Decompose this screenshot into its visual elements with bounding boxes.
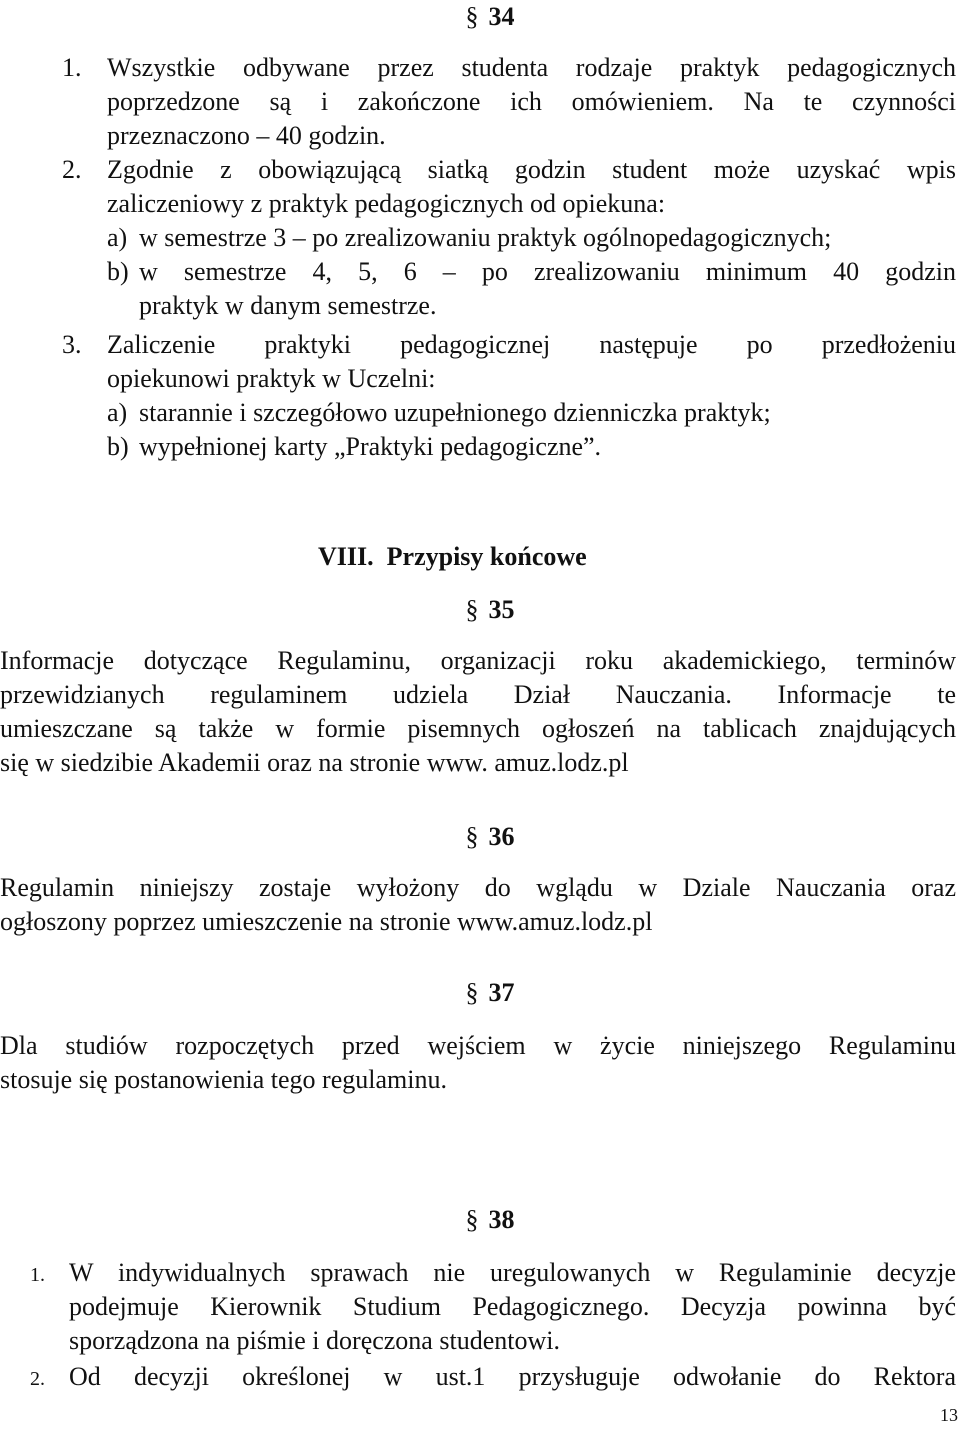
text-line: Informacje dotyczące Regulaminu, organizacji roku akademickiego, terminów <box>0 646 956 675</box>
s34-item-2 <box>62 153 956 323</box>
section-34-heading <box>0 0 960 34</box>
section-38-heading <box>0 1203 960 1237</box>
section-symbol: § <box>465 978 479 1007</box>
sub-label: a) <box>107 398 128 427</box>
sub-label: b) <box>107 432 129 461</box>
text-line: zaliczeniowy z praktyk pedagogicznych od opiekuna: <box>107 189 666 218</box>
s34-item-1 <box>62 51 956 153</box>
text-line: przewidzianych regulaminem udziela Dział Nauczania. Informacje te <box>0 680 956 709</box>
sub-item-a <box>107 221 956 255</box>
sub-text: starannie i szczegółowo uzupełnionego dzienniczka praktyk; <box>139 398 771 427</box>
text-line: ogłoszony poprzez umieszczenie na stronie www.amuz.lodz.pl <box>0 907 653 936</box>
section-number: 35 <box>488 595 515 624</box>
text-line: Regulamin niniejszy zostaje wyłożony do wglądu w Dziale Nauczania oraz <box>0 873 956 902</box>
text-line: Zaliczenie praktyki pedagogicznej następuje po przedłożeniu <box>107 330 956 359</box>
section-symbol: § <box>465 822 479 851</box>
item-number: 2. <box>30 1368 45 1390</box>
section-35-heading <box>0 593 960 627</box>
section-number: 34 <box>488 2 515 31</box>
chapter-heading <box>318 540 587 574</box>
s37-paragraph <box>0 1029 956 1097</box>
item-number: 1. <box>62 53 82 82</box>
chapter-title: Przypisy końcowe <box>386 542 587 571</box>
text-line: poprzedzone są i zakończone ich omówieniem. Na te czynności <box>107 87 956 116</box>
sub-text: w semestrze 3 – po zrealizowaniu praktyk ogólnopedagogicznych; <box>139 223 832 252</box>
sub-text: w semestrze 4, 5, 6 – po zrealizowaniu minimum 40 godzin <box>139 257 956 286</box>
section-37-heading <box>0 976 960 1010</box>
s35-paragraph <box>0 644 956 780</box>
section-number: 37 <box>488 978 515 1007</box>
sub-label: b) <box>107 257 129 286</box>
sub-text: wypełnionej karty „Praktyki pedagogiczne”. <box>139 432 602 461</box>
section-number: 36 <box>488 822 515 851</box>
text-line: sporządzona na piśmie i doręczona studentowi. <box>69 1326 560 1355</box>
sub-text: praktyk w danym semestrze. <box>139 291 437 320</box>
item-number: 3. <box>62 330 82 359</box>
section-symbol: § <box>465 2 479 31</box>
text-line: Dla studiów rozpoczętych przed wejściem w życie niniejszego Regulaminu <box>0 1031 956 1060</box>
section-symbol: § <box>465 1205 479 1234</box>
s36-paragraph <box>0 871 956 939</box>
sub-item-b <box>107 255 956 323</box>
item-number: 2. <box>62 155 82 184</box>
text-line: Zgodnie z obowiązującą siatką godzin student może uzyskać wpis <box>107 155 956 184</box>
text-line: W indywidualnych sprawach nie uregulowanych w Regulaminie decyzje <box>69 1258 956 1287</box>
section-symbol: § <box>465 595 479 624</box>
item-number: 1. <box>30 1264 45 1286</box>
sub-label: a) <box>107 223 128 252</box>
section-number: 38 <box>488 1205 515 1234</box>
s38-item-2 <box>30 1360 956 1394</box>
text-line: Od decyzji określonej w ust.1 przysługuje odwołanie do Rektora <box>69 1362 956 1391</box>
text-line: przeznaczono – 40 godzin. <box>107 121 386 150</box>
text-line: Wszystkie odbywane przez studenta rodzaje praktyk pedagogicznych <box>107 53 956 82</box>
section-36-heading <box>0 820 960 854</box>
text-line: podejmuje Kierownik Studium Pedagogicznego. Decyzja powinna być <box>69 1292 956 1321</box>
text-line: się w siedzibie Akademii oraz na stronie www. amuz.lodz.pl <box>0 748 629 777</box>
text-line: umieszczane są także w formie pisemnych ogłoszeń na tablicach znajdujących <box>0 714 956 743</box>
sub-item-a <box>107 396 956 430</box>
text-line: stosuje się postanowienia tego regulaminu. <box>0 1065 447 1094</box>
text-line: opiekunowi praktyk w Uczelni: <box>107 364 436 393</box>
s34-item-3 <box>62 328 956 464</box>
page-number: 13 <box>940 1405 958 1425</box>
sub-item-b <box>107 430 956 464</box>
s38-item-1 <box>30 1256 956 1358</box>
chapter-number: VIII. <box>318 542 374 571</box>
